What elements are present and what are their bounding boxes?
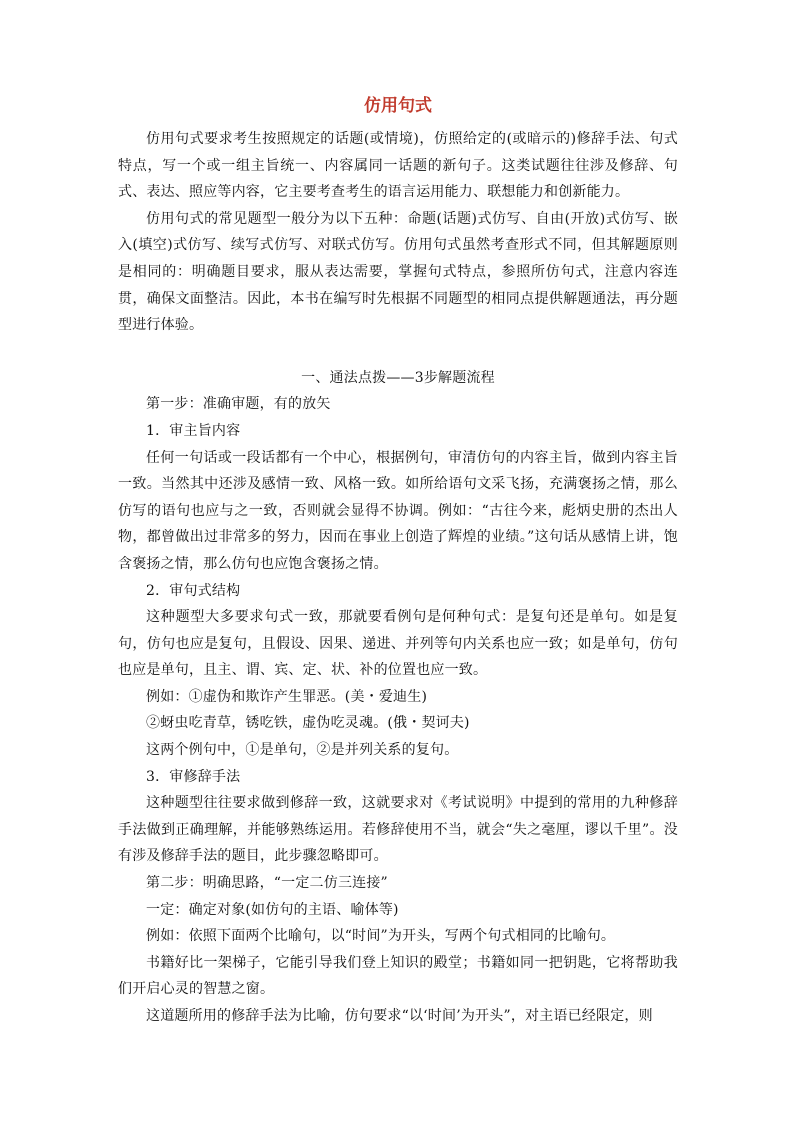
example-1: 例如：①虚伪和欺诈产生罪恶。(美・爱迪生) xyxy=(146,688,428,705)
theme-paragraph: 任何一句话或一段话都有一个中心，根据例句，审清仿句的内容主旨，做到内容主旨一致。当然其中还涉及感情一致、风格一致。如所给语句文采飞扬，充满褒扬之情，那么仿写的语句也应与之一致，否则就会显得不协调。例如：“古往今来，彪炳史册的杰出人物，都曾做出过非常多的努力，因而在事业上创造了辉煌的业绩。”这句话从感情上讲，饱含褒扬之情，那么仿句也应饱含褒扬之情。 xyxy=(118,449,678,572)
subheading-rhetoric: 3．审修辞手法 xyxy=(146,768,241,785)
analysis-paragraph: 这道题所用的修辞手法为比喻，仿句要求“以‘时间’为开头”，对主语已经限定，则 xyxy=(146,1008,653,1024)
example-2: ②蚜虫吃青草，锈吃铁，虚伪吃灵魂。(俄・契诃夫) xyxy=(146,715,470,732)
document-page xyxy=(118,92,678,1030)
intro-paragraph-1: 仿用句式要求考生按照规定的话题(或情境)，仿照给定的(或暗示的)修辞手法、句式特点，写一个或一组主旨统一、内容属同一话题的新句子。这类试题往往涉及修辞、句式、表达、照应等内容，它主要考查考生的语言运用能力、联想能力和创新能力。 xyxy=(118,131,678,201)
structure-paragraph: 这种题型大多要求句式一致，那就要看例句是何种句式：是复句还是单句。如是复句，仿句也应是复句，且假设、因果、递进、并列等句内关系也应一致；如是单句，仿句也应是单句，且主、谓、宾、定、状、补的位置也应一致。 xyxy=(118,609,678,679)
rhetoric-paragraph: 这种题型往往要求做到修辞一致，这就要求对《考试说明》中提到的常用的九种修辞手法做到正确理解，并能够熟练运用。若修辞使用不当，就会“失之毫厘，谬以千里”。没有涉及修辞手法的题目，此步骤忽略即可。 xyxy=(118,795,678,865)
subheading-structure: 2．审句式结构 xyxy=(146,582,241,599)
document-title: 仿用句式 xyxy=(364,96,432,116)
subheading-theme: 1．审主旨内容 xyxy=(146,422,241,439)
define-object: 一定：确定对象(如仿句的主语、喻体等) xyxy=(146,901,399,918)
example-task: 例如：依照下面两个比喻句，以“时间”为开头，写两个句式相同的比喻句。 xyxy=(146,928,616,945)
intro-paragraph-2: 仿用句式的常见题型一般分为以下五种：命题(话题)式仿写、自由(开放)式仿写、嵌入(填空)式仿写、续写式仿写、对联式仿写。仿用句式虽然考查形式不同，但其解题原则是相同的：明确题目要求，服从表达需要，掌握句式特点，参照所仿句式，注意内容连贯，确保文面整洁。因此，本书在编写时先根据不同题型的相同点提供解题通法，再分题型进行体验。 xyxy=(118,210,678,334)
section-heading: 一、通法点拨——3步解题流程 xyxy=(301,369,495,386)
step-1-heading: 第一步：准确审题，有的放矢 xyxy=(146,396,331,413)
step-2-heading: 第二步：明确思路，“一定二仿三连接” xyxy=(146,875,388,892)
example-note: 这两个例句中，①是单句，②是并列关系的复句。 xyxy=(146,742,459,759)
example-sentences: 书籍好比一架梯子，它能引导我们登上知识的殿堂；书籍如同一把钥匙，它将帮助我们开启心灵的智慧之窗。 xyxy=(118,954,678,998)
